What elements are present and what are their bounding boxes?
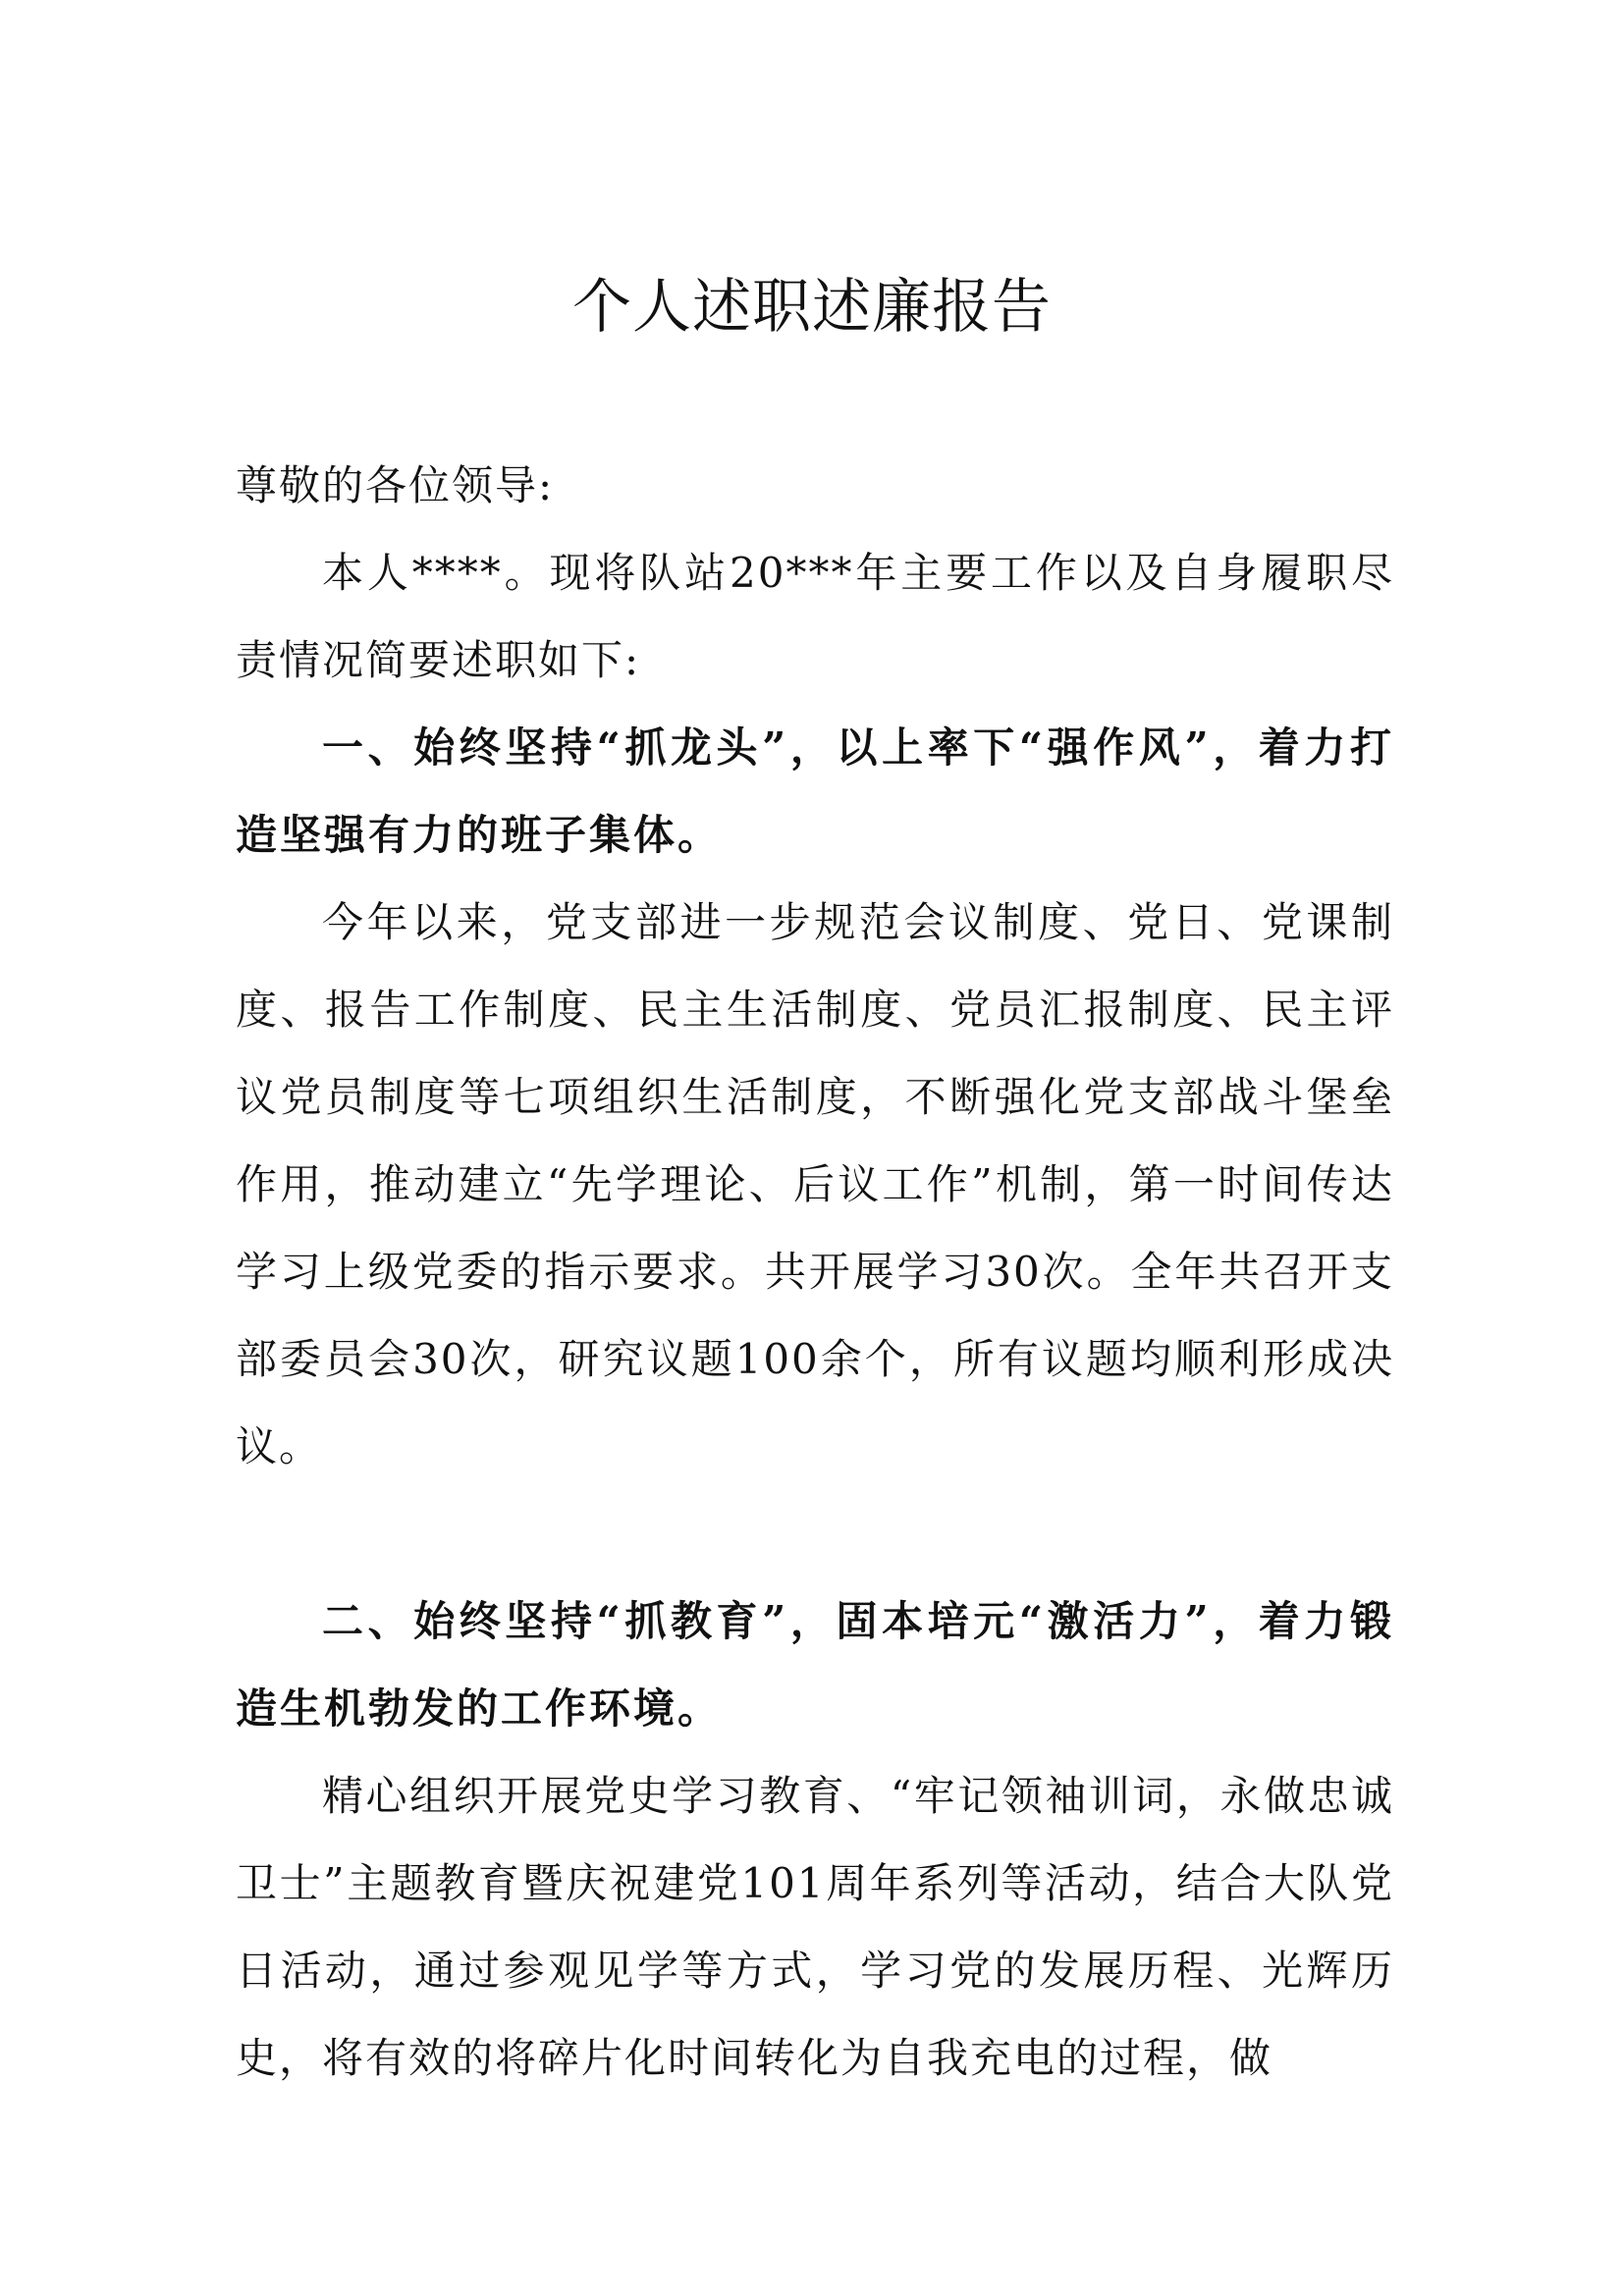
document-body [236,442,1394,2102]
blank-line [236,1490,1394,1577]
document-title: 个人述职述廉报告 [572,273,1052,342]
section-heading: 一、始终坚持“抓龙头”，以上率下“强作风”，着力打造坚强有力的班子集体。 [236,723,1394,859]
section-paragraph: 精心组织开展党史学习教育、“牢记领袖训词，永做忠诚卫士”主题教育暨庆祝建党101周年系列等活动，结合大队党日活动，通过参观见学等方式，学习党的发展历程、光辉历史，将有效的将碎片化时间转化为自我充电的过程，做 [236,1772,1394,2082]
intro-paragraph: 本人****。现将队站20***年主要工作以及自身履职尽责情况简要述职如下: [236,549,1394,684]
section-heading: 二、始终坚持“抓教育”，固本培元“激活力”，着力锻造生机勃发的工作环境。 [236,1597,1394,1733]
section-paragraph: 今年以来，党支部进一步规范会议制度、党日、党课制度、报告工作制度、民主生活制度、党员汇报制度、民主评议党员制度等七项组织生活制度，不断强化党支部战斗堡垒作用，推动建立“先学理论、后议工作”机制，第一时间传达学习上级党委的指示要求。共开展学习30次。全年共召开支部委员会30次，研究议题100余个，所有议题均顺利形成决议。 [236,898,1394,1470]
salutation: 尊敬的各位领导: [236,461,555,509]
